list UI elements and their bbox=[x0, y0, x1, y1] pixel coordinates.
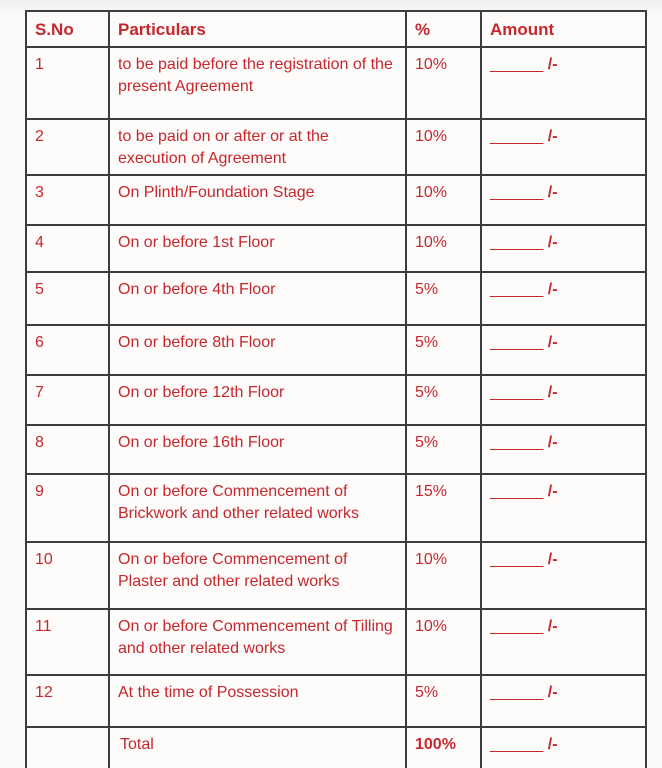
amount-blank-line: _______ bbox=[490, 56, 542, 73]
amount-blank-line: _______ bbox=[490, 234, 542, 251]
header-sno: S.No bbox=[26, 11, 109, 47]
amount-cell bbox=[481, 272, 646, 325]
percent-cell: 10% bbox=[406, 119, 481, 175]
percent-cell: 5% bbox=[406, 325, 481, 375]
table-row bbox=[26, 175, 646, 225]
amount-cell bbox=[481, 47, 646, 119]
total-amount-cell bbox=[481, 727, 646, 768]
amount-cell bbox=[481, 675, 646, 727]
particulars-cell: to be paid before the registration of the present Agreement bbox=[109, 47, 406, 119]
payment-schedule-table bbox=[25, 10, 647, 768]
amount-cell bbox=[481, 375, 646, 425]
amount-suffix: /- bbox=[547, 184, 558, 201]
particulars-cell: to be paid on or after or at the execution of Agreement bbox=[109, 119, 406, 175]
percent-cell: 5% bbox=[406, 425, 481, 474]
header-amount: Amount bbox=[481, 11, 646, 47]
percent-cell: 5% bbox=[406, 272, 481, 325]
amount-blank-line: _______ bbox=[490, 334, 542, 351]
table-row bbox=[26, 474, 646, 542]
sno-cell: 11 bbox=[26, 609, 109, 675]
total-row bbox=[26, 727, 646, 768]
amount-cell bbox=[481, 225, 646, 272]
percent-cell: 10% bbox=[406, 225, 481, 272]
table-row bbox=[26, 272, 646, 325]
particulars-cell: At the time of Possession bbox=[109, 675, 406, 727]
sno-cell: 9 bbox=[26, 474, 109, 542]
sno-cell: 7 bbox=[26, 375, 109, 425]
amount-suffix: /- bbox=[547, 56, 558, 73]
table-row bbox=[26, 675, 646, 727]
sno-cell: 2 bbox=[26, 119, 109, 175]
table-row bbox=[26, 225, 646, 272]
header-percent: % bbox=[406, 11, 481, 47]
particulars-cell: On or before Commencement of Brickwork and other related works bbox=[109, 474, 406, 542]
amount-suffix: /- bbox=[547, 434, 558, 451]
amount-blank-line: _______ bbox=[490, 684, 542, 701]
table-row bbox=[26, 609, 646, 675]
percent-cell: 5% bbox=[406, 375, 481, 425]
sno-cell bbox=[26, 727, 109, 768]
amount-blank-line: _______ bbox=[490, 184, 542, 201]
table-row bbox=[26, 325, 646, 375]
sno-cell: 12 bbox=[26, 675, 109, 727]
amount-blank-line: _______ bbox=[490, 434, 542, 451]
particulars-cell: On or before Commencement of Plaster and other related works bbox=[109, 542, 406, 609]
total-label-cell: Total bbox=[109, 727, 406, 768]
particulars-cell: On or before 12th Floor bbox=[109, 375, 406, 425]
amount-cell bbox=[481, 609, 646, 675]
particulars-cell: On or before 16th Floor bbox=[109, 425, 406, 474]
header-particulars: Particulars bbox=[109, 11, 406, 47]
amount-blank-line: _______ bbox=[490, 618, 542, 635]
sno-cell: 8 bbox=[26, 425, 109, 474]
amount-cell bbox=[481, 175, 646, 225]
amount-blank-line: _______ bbox=[490, 551, 542, 568]
sno-cell: 10 bbox=[26, 542, 109, 609]
amount-suffix: /- bbox=[547, 281, 558, 298]
amount-suffix: /- bbox=[547, 684, 558, 701]
sno-cell: 5 bbox=[26, 272, 109, 325]
amount-blank-line: _______ bbox=[490, 483, 542, 500]
percent-cell: 10% bbox=[406, 609, 481, 675]
amount-suffix: /- bbox=[547, 618, 558, 635]
percent-cell: 10% bbox=[406, 542, 481, 609]
table-row bbox=[26, 425, 646, 474]
amount-cell bbox=[481, 325, 646, 375]
amount-cell bbox=[481, 425, 646, 474]
amount-suffix: /- bbox=[547, 736, 558, 753]
table-row bbox=[26, 375, 646, 425]
percent-cell: 10% bbox=[406, 175, 481, 225]
percent-cell: 5% bbox=[406, 675, 481, 727]
amount-suffix: /- bbox=[547, 234, 558, 251]
total-percent-cell: 100% bbox=[406, 727, 481, 768]
amount-blank-line: _______ bbox=[490, 128, 542, 145]
percent-cell: 15% bbox=[406, 474, 481, 542]
table-row bbox=[26, 47, 646, 119]
amount-blank-line: _______ bbox=[490, 281, 542, 298]
sno-cell: 4 bbox=[26, 225, 109, 272]
percent-cell: 10% bbox=[406, 47, 481, 119]
table-row bbox=[26, 542, 646, 609]
table-row bbox=[26, 119, 646, 175]
sno-cell: 1 bbox=[26, 47, 109, 119]
amount-suffix: /- bbox=[547, 551, 558, 568]
amount-suffix: /- bbox=[547, 483, 558, 500]
amount-suffix: /- bbox=[547, 334, 558, 351]
sno-cell: 3 bbox=[26, 175, 109, 225]
particulars-cell: On or before 4th Floor bbox=[109, 272, 406, 325]
amount-blank-line: _______ bbox=[490, 736, 542, 753]
sno-cell: 6 bbox=[26, 325, 109, 375]
amount-cell bbox=[481, 119, 646, 175]
amount-cell bbox=[481, 542, 646, 609]
amount-suffix: /- bbox=[547, 384, 558, 401]
header-row bbox=[26, 11, 646, 47]
particulars-cell: On or before 1st Floor bbox=[109, 225, 406, 272]
particulars-cell: On or before Commencement of Tilling and other related works bbox=[109, 609, 406, 675]
amount-blank-line: _______ bbox=[490, 384, 542, 401]
particulars-cell: On Plinth/Foundation Stage bbox=[109, 175, 406, 225]
amount-suffix: /- bbox=[547, 128, 558, 145]
particulars-cell: On or before 8th Floor bbox=[109, 325, 406, 375]
amount-cell bbox=[481, 474, 646, 542]
